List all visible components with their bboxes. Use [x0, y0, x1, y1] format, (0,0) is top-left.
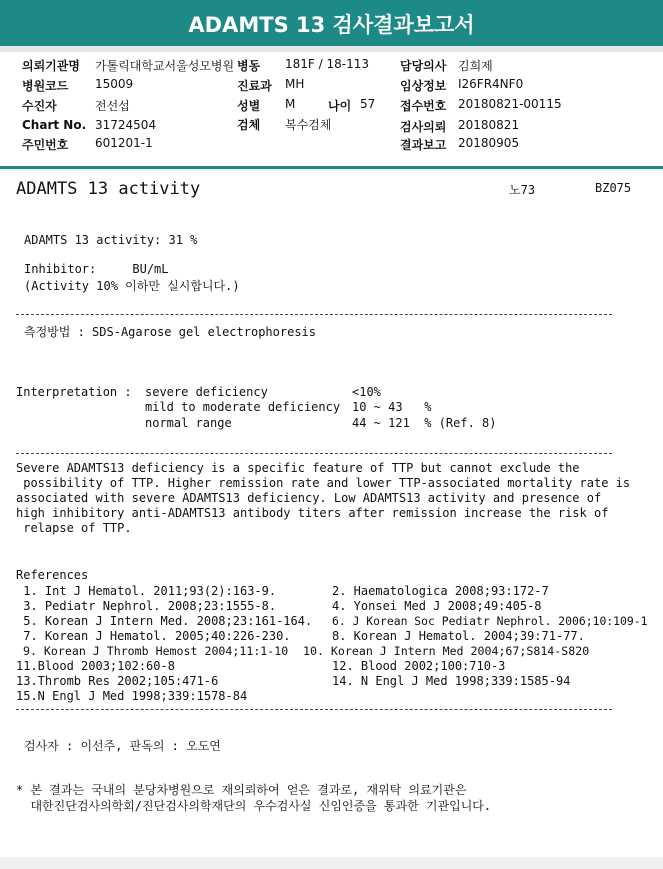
footnote-line: 대한진단검사의학회/진단검사의학재단의 우수검사실 신임인증을 통과한 기관입니다. [16, 799, 492, 813]
specimen-value: 복수검체 [285, 118, 332, 132]
patient-label: 수진자 [22, 99, 57, 113]
patient-value: 전선섭 [95, 99, 130, 113]
report-code-1: 노73 [509, 183, 536, 197]
hospital-code-label: 병원코드 [22, 79, 69, 93]
doctor-value: 김희제 [458, 59, 493, 73]
reference-item: 11.Blood 2003;102:60-8 [16, 659, 175, 673]
interpretation-label: Interpretation : [16, 385, 132, 399]
receipt-no-label: 접수번호 [400, 99, 447, 113]
report-heading: ADAMTS 13 activity [16, 179, 201, 199]
doctor-label: 담당의사 [400, 59, 447, 73]
comment-line: high inhibitory anti-ADAMTS13 antibody titers after remission increase the risk of [16, 506, 609, 520]
chart-no-value: 31724504 [95, 118, 157, 132]
dept-value: MH [285, 77, 305, 91]
inhibitor-note: (Activity 10% 이하만 실시합니다.) [24, 279, 240, 293]
dept-label: 진료과 [237, 79, 272, 93]
comment-line: associated with severe ADAMTS13 deficiency. Low ADAMTS13 activity and presence of [16, 491, 602, 505]
comment-line: relapse of TTP. [16, 521, 132, 535]
request-value: 20180821 [458, 118, 520, 132]
institution-value: 가톨릭대학교서울성모병원 [95, 59, 235, 73]
id-value: 601201-1 [95, 136, 153, 150]
reference-item: 6. J Korean Soc Pediatr Nephrol. 2006;10:109-1 [332, 614, 648, 628]
reference-item: 7. Korean J Hematol. 2005;40:226-230. [16, 629, 291, 643]
comment-line: Severe ADAMTS13 deficiency is a specific feature of TTP but cannot exclude the [16, 461, 580, 475]
patient-info-header [0, 52, 663, 167]
receipt-no-value: 20180821-00115 [458, 97, 562, 111]
activity-result: ADAMTS 13 activity: 31 % [24, 233, 198, 247]
divider-dashed [16, 709, 612, 710]
ward-value: 181F / 18-113 [285, 57, 369, 71]
interp-name: mild to moderate deficiency [145, 400, 341, 414]
report-body [0, 171, 663, 857]
references-label: References [16, 568, 89, 582]
interp-range: <10% [352, 385, 381, 399]
footnote-line: * 본 결과는 국내의 분당차병원으로 재의뢰하여 얻은 결과로, 재위탁 의료기관은 [16, 783, 467, 797]
reference-item: 4. Yonsei Med J 2008;49:405-8 [332, 599, 542, 613]
chart-no-label: Chart No. [22, 118, 87, 132]
reference-item: 12. Blood 2002;100:710-3 [332, 659, 506, 673]
comment-line: possibility of TTP. Higher remission rate and lower TTP-associated mortality rate is [16, 476, 631, 490]
interp-name: normal range [145, 416, 232, 430]
interp-range: 10 ~ 43 % [352, 400, 432, 414]
request-label: 검사의뢰 [400, 120, 447, 134]
ward-label: 병동 [237, 59, 261, 73]
id-label: 주민번호 [22, 138, 69, 152]
inhibitor-result: Inhibitor: BU/mL [24, 262, 169, 276]
age-value: 57 [360, 97, 376, 111]
report-date-label: 결과보고 [400, 138, 447, 152]
reference-item: 3. Pediatr Nephrol. 2008;23:1555-8. [16, 599, 277, 613]
method-line: 측정방법 : SDS-Agarose gel electrophoresis [24, 325, 317, 339]
interp-name: severe deficiency [145, 385, 268, 399]
reference-item: 1. Int J Hematol. 2011;93(2):163-9. [16, 584, 277, 598]
reference-item: 9. Korean J Thromb Hemost 2004;11:1-10 [16, 644, 289, 658]
reference-item: 8. Korean J Hematol. 2004;39:71-77. [332, 629, 585, 643]
clinical-info-label: 임상정보 [400, 79, 447, 93]
reference-item: 10. Korean J Intern Med 2004;67;S814-S820 [303, 644, 590, 658]
sex-value: M [285, 97, 296, 111]
examiner-line: 검사자 : 이선주, 판독의 : 오도연 [24, 739, 221, 753]
institution-label: 의뢰기관명 [22, 59, 80, 73]
reference-item: 15.N Engl J Med 1998;339:1578-84 [16, 689, 248, 703]
sex-label: 성별 [237, 99, 261, 113]
interp-range: 44 ~ 121 % (Ref. 8) [352, 416, 497, 430]
report-date-value: 20180905 [458, 136, 520, 150]
clinical-info-value: I26FR4NF0 [458, 77, 524, 91]
reference-item: 2. Haematologica 2008;93:172-7 [332, 584, 549, 598]
divider-dashed [16, 314, 612, 315]
age-label: 나이 [328, 99, 352, 113]
report-title: ADAMTS 13 검사결과보고서 [0, 0, 663, 46]
reference-item: 14. N Engl J Med 1998;339:1585-94 [332, 674, 571, 688]
specimen-label: 검체 [237, 118, 261, 132]
hospital-code-value: 15009 [95, 77, 134, 91]
header-divider [0, 166, 663, 169]
divider-dashed [16, 453, 612, 454]
report-code-2: BZ075 [595, 181, 632, 195]
reference-item: 5. Korean J Intern Med. 2008;23:161-164. [16, 614, 313, 628]
reference-item: 13.Thromb Res 2002;105:471-6 [16, 674, 219, 688]
